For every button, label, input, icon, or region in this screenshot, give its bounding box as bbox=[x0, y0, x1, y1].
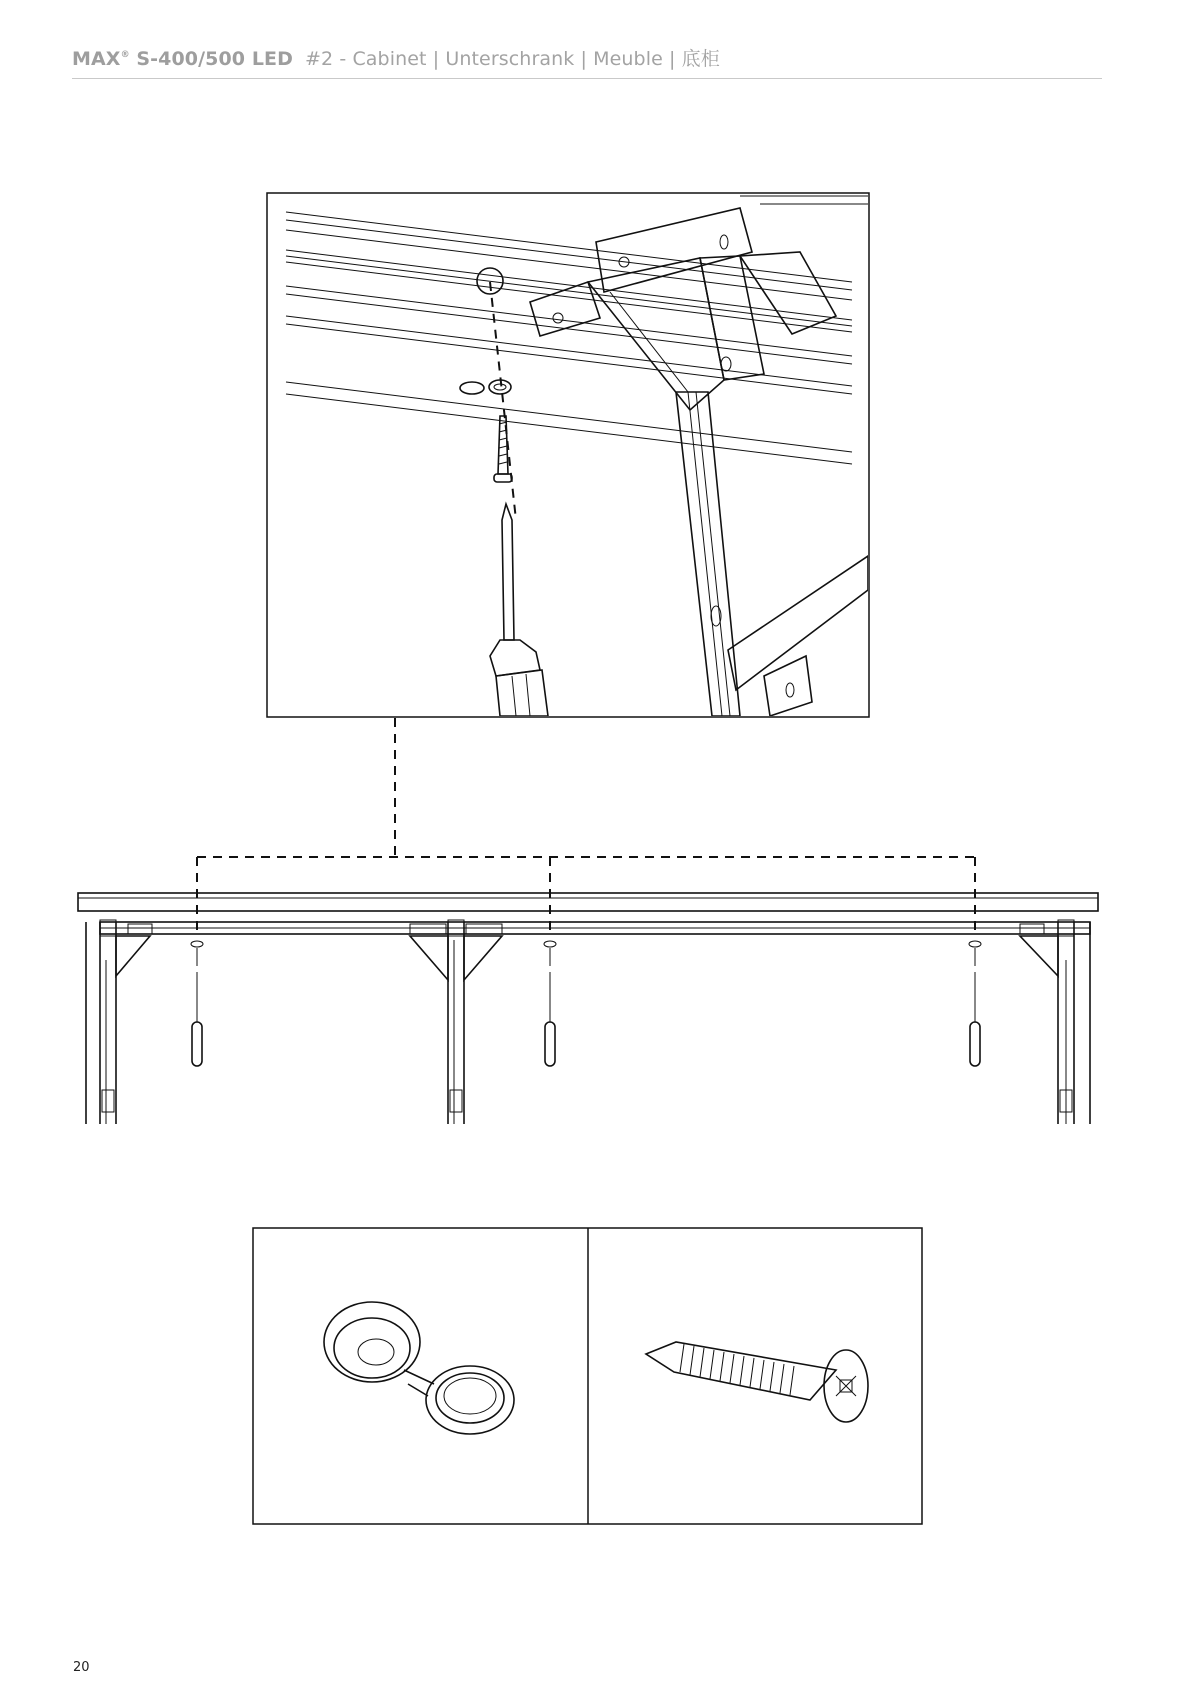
section-title: #2 - Cabinet | Unterschrank | Meuble | 底柜 bbox=[305, 48, 720, 70]
screw-position-left bbox=[191, 941, 203, 1066]
cabinet-legs bbox=[86, 920, 1090, 1124]
parts-panel bbox=[253, 1228, 922, 1524]
screw-position-right bbox=[969, 941, 981, 1066]
brand-name: MAX® S-400/500 LED bbox=[72, 48, 293, 70]
screw-position-center bbox=[544, 941, 556, 1066]
cabinet-top-panel bbox=[78, 893, 1098, 911]
detail-view bbox=[267, 193, 869, 717]
cabinet-gussets bbox=[116, 924, 1058, 980]
cabinet-overview bbox=[78, 893, 1098, 1124]
page-number: 20 bbox=[73, 1660, 90, 1675]
